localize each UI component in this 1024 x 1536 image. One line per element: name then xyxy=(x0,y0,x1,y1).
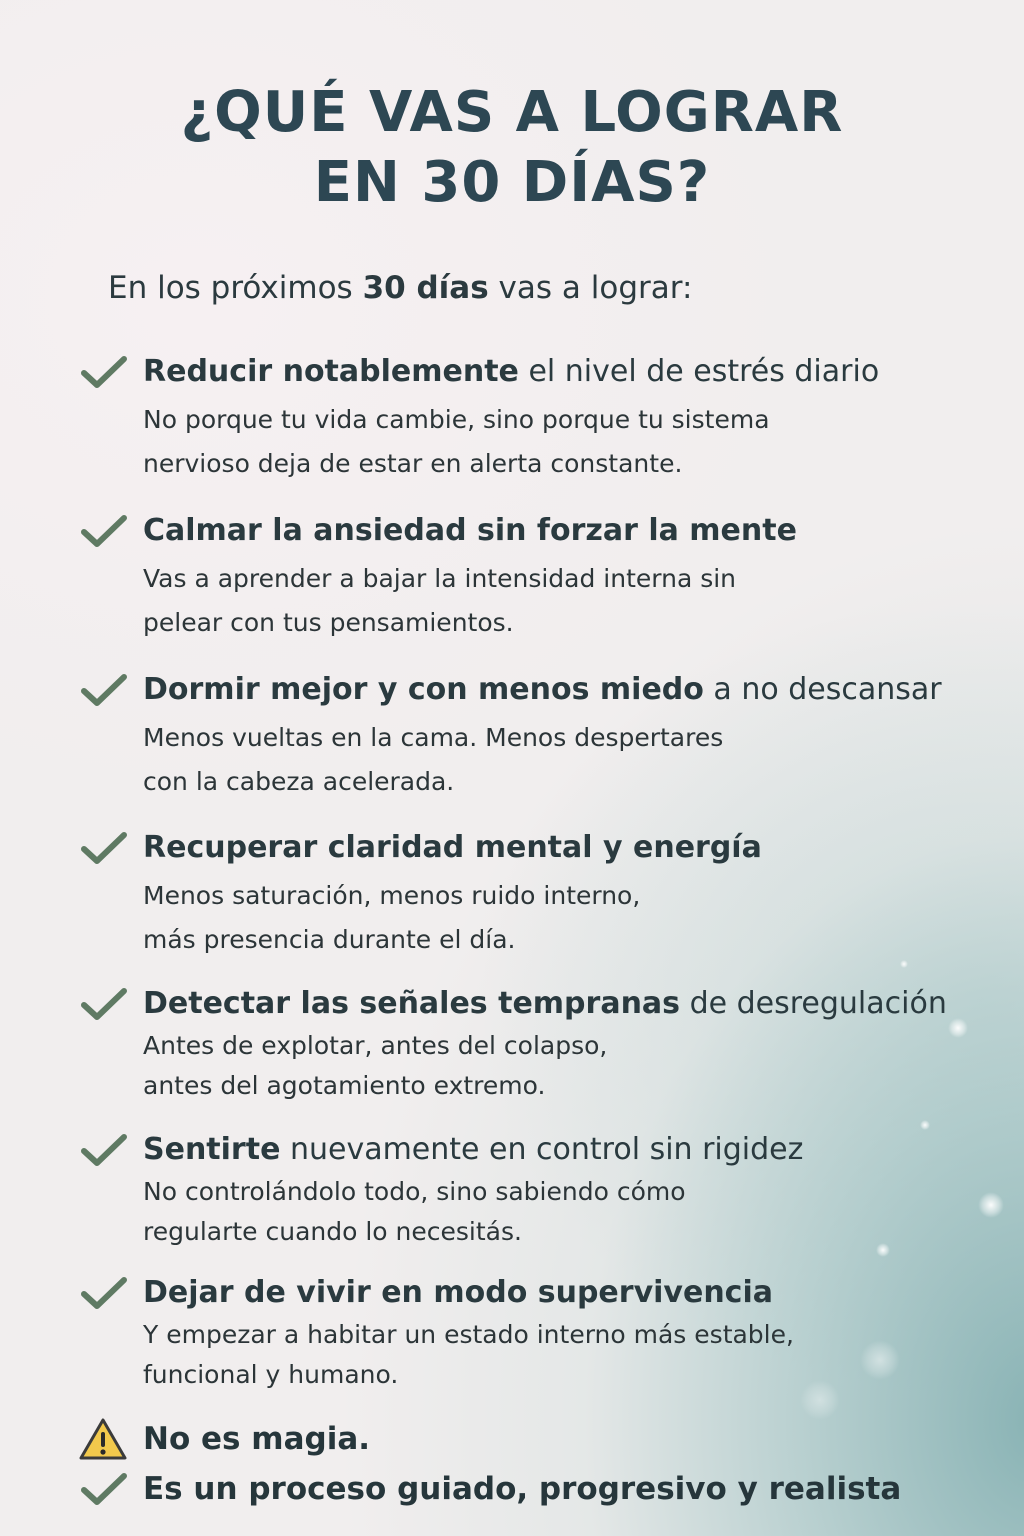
item-desc-line: Menos vueltas en la cama. Menos despertares xyxy=(143,723,724,752)
item-desc-line: antes del agotamiento extremo. xyxy=(143,1071,546,1100)
item-title-rest: de desregulación xyxy=(680,986,947,1021)
item-title-bold: Dormir mejor y con menos miedo xyxy=(143,672,704,707)
title-line-1: ¿QUÉ VAS A LOGRAR xyxy=(180,80,844,145)
check-icon xyxy=(80,1132,128,1168)
list-item xyxy=(80,1130,980,1260)
list-item xyxy=(80,511,980,641)
item-title xyxy=(143,984,947,1024)
sparkle-decoration xyxy=(978,1192,1004,1218)
item-desc-line: funcional y humano. xyxy=(143,1360,399,1389)
item-description xyxy=(143,398,770,486)
item-title xyxy=(143,352,879,392)
list-item xyxy=(80,1273,980,1403)
check-icon xyxy=(80,513,128,549)
item-title-bold: Recuperar claridad mental y energía xyxy=(143,830,762,865)
sparkle-decoration xyxy=(920,1120,930,1130)
item-title xyxy=(143,1130,803,1170)
item-description xyxy=(143,557,736,645)
item-desc-line: Vas a aprender a bajar la intensidad interna sin xyxy=(143,564,737,593)
item-desc-line: Menos saturación, menos ruido interno, xyxy=(143,881,641,910)
intro-text xyxy=(108,270,692,306)
item-description xyxy=(143,1315,794,1395)
check-icon xyxy=(80,1471,128,1507)
warning-line xyxy=(80,1417,980,1461)
check-icon xyxy=(80,830,128,866)
warning-icon xyxy=(78,1417,128,1461)
item-description xyxy=(143,716,723,804)
item-title-rest: nuevamente en control sin rigidez xyxy=(280,1132,804,1167)
check-icon xyxy=(80,354,128,390)
item-description xyxy=(143,1026,607,1106)
closing-text: Es un proceso guiado, progresivo y realista xyxy=(143,1471,902,1507)
intro-bold: 30 días xyxy=(362,270,489,306)
warning-text: No es magia. xyxy=(143,1421,371,1457)
item-title-bold: Sentirte xyxy=(143,1132,281,1167)
list-item xyxy=(80,828,980,958)
item-desc-line: No controlándolo todo, sino sabiendo cómo xyxy=(143,1177,686,1206)
closing-line xyxy=(80,1467,980,1511)
item-title xyxy=(143,511,797,551)
item-title-bold: Dejar de vivir en modo supervivencia xyxy=(143,1275,773,1310)
page-title xyxy=(0,78,1024,218)
item-desc-line: con la cabeza acelerada. xyxy=(143,767,455,796)
item-description xyxy=(143,1172,686,1252)
sparkle-decoration xyxy=(900,960,908,968)
item-description xyxy=(143,874,640,962)
list-item xyxy=(80,352,980,482)
intro-after: vas a lograr: xyxy=(488,270,693,306)
item-desc-line: Y empezar a habitar un estado interno más estable, xyxy=(143,1320,794,1349)
title-line-2: EN 30 DÍAS? xyxy=(313,150,711,215)
item-title xyxy=(143,828,762,868)
intro-before: En los próximos xyxy=(108,270,363,306)
item-title-rest: el nivel de estrés diario xyxy=(518,354,880,389)
item-desc-line: pelear con tus pensamientos. xyxy=(143,608,514,637)
check-icon xyxy=(80,986,128,1022)
check-icon xyxy=(80,672,128,708)
item-title xyxy=(143,670,942,710)
item-desc-line: Antes de explotar, antes del colapso, xyxy=(143,1031,608,1060)
item-title xyxy=(143,1273,773,1313)
item-desc-line: No porque tu vida cambie, sino porque tu sistema xyxy=(143,405,770,434)
item-desc-line: regularte cuando lo necesitás. xyxy=(143,1217,522,1246)
list-item xyxy=(80,670,980,800)
list-item xyxy=(80,984,980,1114)
item-title-bold: Reducir notablemente xyxy=(143,354,519,389)
item-title-bold: Calmar la ansiedad sin forzar la mente xyxy=(143,513,797,548)
item-title-rest: a no descansar xyxy=(703,672,942,707)
item-desc-line: más presencia durante el día. xyxy=(143,925,516,954)
check-icon xyxy=(80,1275,128,1311)
item-desc-line: nervioso deja de estar en alerta constante. xyxy=(143,449,683,478)
item-title-bold: Detectar las señales tempranas xyxy=(143,986,681,1021)
